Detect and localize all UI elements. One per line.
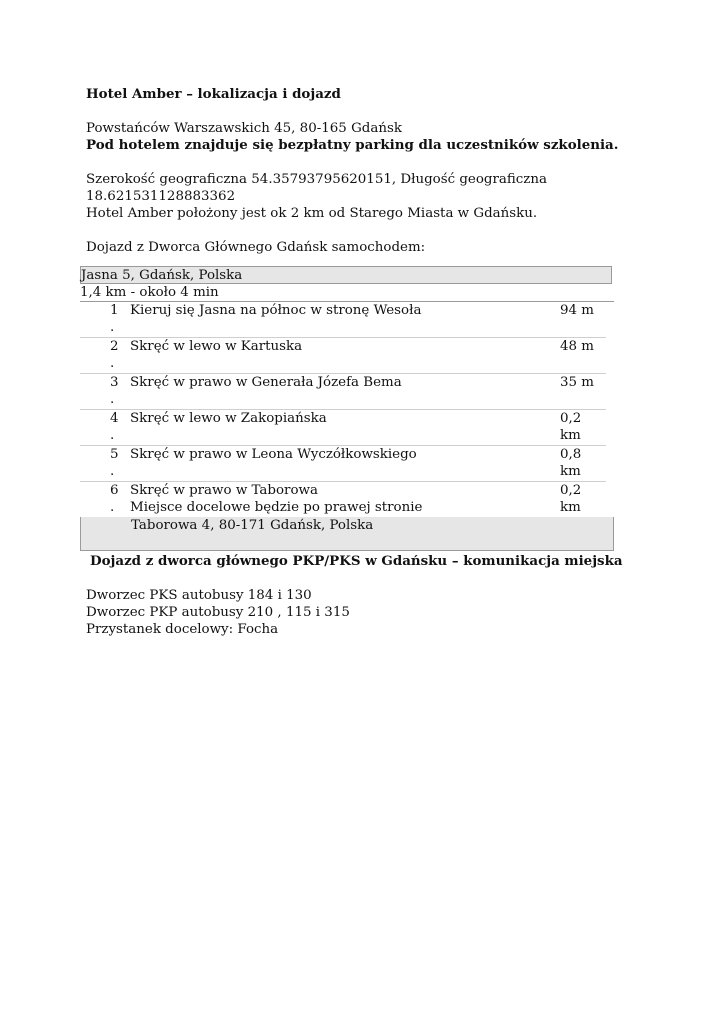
step-instruction: Skręć w prawo w Generała Józefa Bema	[130, 375, 402, 390]
route-table	[80, 266, 614, 551]
step-dot: .	[110, 500, 115, 515]
document-body	[80, 86, 646, 638]
step-dot: .	[110, 320, 115, 335]
step-number: 4	[110, 411, 119, 426]
route-step	[80, 374, 606, 410]
route-destination	[80, 517, 614, 551]
step-distance: 48 m	[560, 339, 594, 354]
transit-pkp: Dworzec PKP autobusy 210 , 115 i 315	[86, 605, 350, 620]
route-start-label: Jasna 5, Gdańsk, Polska	[81, 268, 243, 283]
route-step	[80, 410, 606, 446]
transit-heading: Dojazd z dworca głównego PKP/PKS w Gdańsku – komunikacja miejska	[90, 553, 623, 569]
step-dot: .	[110, 428, 115, 443]
step-number: 6	[110, 483, 119, 498]
step-number: 3	[110, 375, 119, 390]
step-dot: .	[110, 356, 115, 371]
route-step	[80, 482, 606, 517]
route-summary: 1,4 km - około 4 min	[80, 284, 614, 302]
distance-note: Hotel Amber położony jest ok 2 km od Starego Miasta w Gdańsku.	[86, 206, 538, 221]
destination-address: Taborowa 4, 80-171 Gdańsk, Polska	[131, 518, 374, 533]
step-distance: 94 m	[560, 303, 594, 318]
transit-stop: Przystanek docelowy: Focha	[86, 622, 279, 637]
step-distance: 35 m	[560, 375, 594, 390]
route-step	[80, 302, 606, 338]
transit-pks: Dworzec PKS autobusy 184 i 130	[86, 588, 312, 603]
step-dot: .	[110, 464, 115, 479]
step-instruction: Skręć w prawo w Leona Wyczółkowskiego	[130, 447, 417, 462]
coordinates-line-1: Szerokość geograficzna 54.35793795620151, Długość geograficzna	[86, 172, 547, 187]
step-dot: .	[110, 392, 115, 407]
step-distance: 0,2 km	[560, 411, 582, 443]
route-step	[80, 338, 606, 374]
step-instruction: Skręć w prawo w Taborowa	[130, 483, 318, 498]
car-heading: Dojazd z Dworca Głównego Gdańsk samochodem:	[86, 240, 426, 255]
step-number: 5	[110, 447, 119, 462]
step-number: 2	[110, 339, 119, 354]
step-number: 1	[110, 303, 119, 318]
parking-note: Pod hotelem znajduje się bezpłatny parking dla uczestników szkolenia.	[86, 137, 619, 153]
route-start	[80, 266, 612, 284]
step-distance: 0,2 km	[560, 483, 582, 515]
page-title: Hotel Amber – lokalizacja i dojazd	[86, 86, 341, 102]
step-instruction: Kieruj się Jasna na północ w stronę Wesoła	[130, 303, 422, 318]
step-distance: 0,8 km	[560, 447, 582, 479]
step-instruction: Skręć w lewo w Zakopiańska	[130, 411, 327, 426]
hotel-address: Powstańców Warszawskich 45, 80-165 Gdańsk	[86, 121, 402, 136]
coordinates-line-2: 18.621531128883362	[86, 189, 236, 204]
step-sub-instruction: Miejsce docelowe będzie po prawej stronie	[130, 500, 423, 515]
step-instruction: Skręć w lewo w Kartuska	[130, 339, 303, 354]
route-step	[80, 446, 606, 482]
